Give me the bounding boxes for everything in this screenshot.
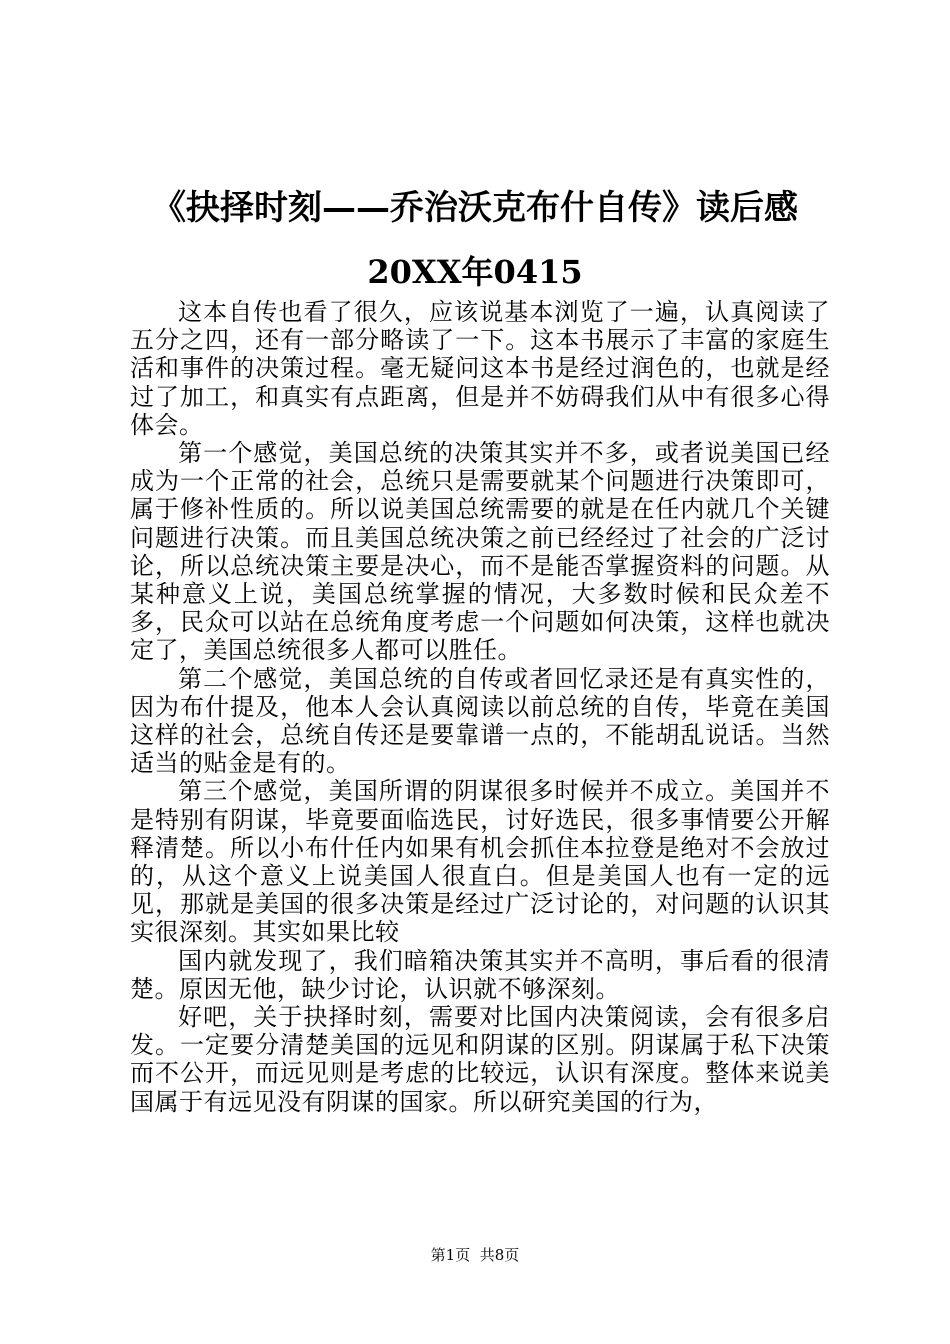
paragraph-domestic-comparison: 国内就发现了，我们暗箱决策其实并不高明，事后看的很清楚。原因无他，缺少讨论，认识就不够深刻。 xyxy=(130,946,830,1003)
page-footer xyxy=(0,1246,950,1264)
paragraph-second-impression: 第二个感觉，美国总统的自传或者回忆录还是有真实性的，因为布什提及，他本人会认真阅读以前总统的自传，毕竟在美国这样的社会，总统自传还是要靠谱一点的，不能胡乱说话。当然适当的贴金是有的。 xyxy=(130,664,830,778)
page-total: 共8页 xyxy=(479,1246,520,1264)
paragraph-third-impression: 第三个感觉，美国所谓的阴谋很多时候并不成立。美国并不是特别有阴谋，毕竟要面临选民，讨好选民，很多事情要公开解释清楚。所以小布什任内如果有机会抓住本拉登是绝对不会放过的，从这个意义上说美国人很直白。但是美国人也有一定的远见，那就是美国的很多决策是经过广泛讨论的，对问题的认识其实很深刻。其实如果比较 xyxy=(130,777,830,947)
paragraph-conclusion: 好吧，关于抉择时刻，需要对比国内决策阅读，会有很多启发。一定要分清楚美国的远见和阴谋的区别。阴谋属于私下决策而不公开，而远见则是考虑的比较远，认识有深度。整体来说美国属于有远见没有阴谋的国家。所以研究美国的行为， xyxy=(130,1003,830,1116)
document-date: 20XX年0415 xyxy=(367,253,583,291)
page-number: 第1页 xyxy=(430,1246,471,1264)
document-body xyxy=(130,298,830,1116)
document-title: 《抉择时刻——乔治沃克布什自传》读后感 xyxy=(152,188,798,228)
paragraph-intro: 这本自传也看了很久，应该说基本浏览了一遍，认真阅读了五分之四，还有一部分略读了一下。这本书展示了丰富的家庭生活和事件的决策过程。毫无疑问这本书是经过润色的，也就是经过了加工，和真实有点距离，但是并不妨碍我们从中有很多心得体会。 xyxy=(130,298,830,439)
paragraph-first-impression: 第一个感觉，美国总统的决策其实并不多，或者说美国已经成为一个正常的社会，总统只是需要就某个问题进行决策即可，属于修补性质的。所以说美国总统需要的就是在任内就几个关键问题进行决策。而且美国总统决策之前已经经过了社会的广泛讨论，所以总统决策主要是决心，而不是能否掌握资料的问题。从某种意义上说，美国总统掌握的情况，大多数时候和民众差不多，民众可以站在总统角度考虑一个问题如何决策，这样也就决定了，美国总统很多人都可以胜任。 xyxy=(130,439,830,665)
